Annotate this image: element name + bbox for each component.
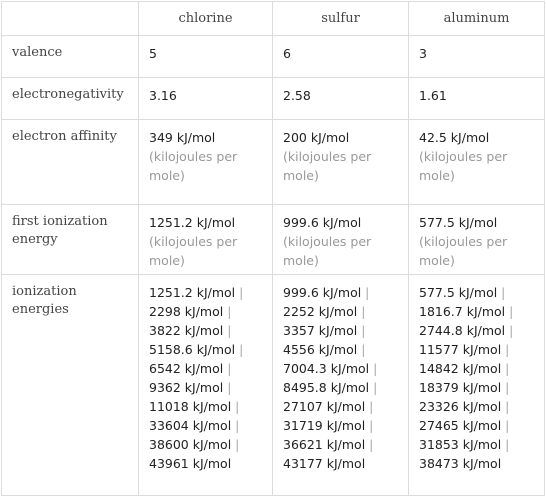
ionization-energy-value: 1251.2 kJ/mol [149, 285, 236, 300]
row-label-ionization-energies: ionization energies [2, 275, 139, 496]
separator: | [223, 323, 232, 338]
ionization-energy-value: 36621 kJ/mol [283, 437, 366, 452]
ionization-energies-chlorine [139, 275, 273, 496]
header-aluminum: aluminum [409, 2, 545, 36]
unit-text: (kilojoules per mole) [419, 149, 508, 183]
separator: | [223, 304, 232, 319]
valence-sulfur: 6 [273, 36, 409, 78]
electronegativity-aluminum: 1.61 [409, 78, 545, 120]
ionization-energy-value: 38600 kJ/mol [149, 437, 232, 452]
valence-chlorine: 5 [139, 36, 273, 78]
separator: | [357, 304, 366, 319]
value-text: 577.5 kJ/mol [419, 215, 498, 230]
ionization-energy-value: 9362 kJ/mol [149, 380, 224, 395]
value-text: 42.5 kJ/mol [419, 130, 490, 145]
electronegativity-chlorine: 3.16 [139, 78, 273, 120]
ionization-energy-value: 6542 kJ/mol [149, 361, 224, 376]
separator: | [501, 399, 510, 414]
separator: | [365, 399, 374, 414]
ionization-energy-value: 43177 kJ/mol [283, 456, 366, 471]
separator: | [231, 399, 240, 414]
first-ionization-chlorine [139, 205, 273, 275]
row-label-first-ionization-energy: first ionization energy [2, 205, 139, 275]
separator: | [231, 437, 240, 452]
table-row [2, 36, 545, 78]
value-text: 349 kJ/mol [149, 130, 216, 145]
first-ionization-aluminum [409, 205, 545, 275]
ionization-energy-value: 38473 kJ/mol [419, 456, 502, 471]
separator: | [357, 323, 366, 338]
valence-aluminum: 3 [409, 36, 545, 78]
header-chlorine: chlorine [139, 2, 273, 36]
separator: | [369, 361, 378, 376]
ionization-energy-value: 33604 kJ/mol [149, 418, 232, 433]
separator: | [501, 418, 510, 433]
separator: | [235, 342, 244, 357]
table-row [2, 120, 545, 205]
unit-text: (kilojoules per mole) [283, 234, 372, 268]
value-text: 200 kJ/mol [283, 130, 350, 145]
ionization-energy-value: 27465 kJ/mol [419, 418, 502, 433]
separator: | [235, 285, 244, 300]
ionization-energy-value: 5158.6 kJ/mol [149, 342, 236, 357]
ionization-energy-value: 43961 kJ/mol [149, 456, 232, 471]
first-ionization-sulfur [273, 205, 409, 275]
separator: | [231, 418, 240, 433]
ionization-energy-value: 27107 kJ/mol [283, 399, 366, 414]
row-label-electron-affinity: electron affinity [2, 120, 139, 205]
separator: | [223, 361, 232, 376]
unit-text: (kilojoules per mole) [149, 234, 238, 268]
separator: | [369, 380, 378, 395]
separator: | [505, 304, 514, 319]
ionization-energy-value: 2298 kJ/mol [149, 304, 224, 319]
separator: | [497, 285, 506, 300]
ionization-energy-value: 4556 kJ/mol [283, 342, 358, 357]
ionization-energies-sulfur [273, 275, 409, 496]
table-row [2, 275, 545, 496]
ionization-energies-aluminum [409, 275, 545, 496]
unit-text: (kilojoules per mole) [149, 149, 238, 183]
ionization-energy-value: 14842 kJ/mol [419, 361, 502, 376]
ionization-energy-value: 3357 kJ/mol [283, 323, 358, 338]
ionization-energy-value: 1816.7 kJ/mol [419, 304, 506, 319]
table-row [2, 205, 545, 275]
ionization-energy-value: 999.6 kJ/mol [283, 285, 362, 300]
ionization-energy-value: 31719 kJ/mol [283, 418, 366, 433]
unit-text: (kilojoules per mole) [419, 234, 508, 268]
header-empty [2, 2, 139, 36]
separator: | [501, 342, 510, 357]
ionization-energy-value: 3822 kJ/mol [149, 323, 224, 338]
ionization-energy-value: 2744.8 kJ/mol [419, 323, 506, 338]
row-label-electronegativity: electronegativity [2, 78, 139, 120]
ionization-energy-value: 11018 kJ/mol [149, 399, 232, 414]
element-properties-table [1, 1, 545, 496]
row-label-valence: valence [2, 36, 139, 78]
separator: | [501, 380, 510, 395]
electron-affinity-chlorine [139, 120, 273, 205]
electronegativity-sulfur: 2.58 [273, 78, 409, 120]
header-row [2, 2, 545, 36]
separator: | [365, 418, 374, 433]
electron-affinity-sulfur [273, 120, 409, 205]
header-sulfur: sulfur [273, 2, 409, 36]
unit-text: (kilojoules per mole) [283, 149, 372, 183]
ionization-energy-value: 23326 kJ/mol [419, 399, 502, 414]
separator: | [223, 380, 232, 395]
separator: | [505, 323, 514, 338]
value-text: 1251.2 kJ/mol [149, 215, 236, 230]
separator: | [365, 437, 374, 452]
ionization-energy-value: 577.5 kJ/mol [419, 285, 498, 300]
ionization-energy-value: 7004.3 kJ/mol [283, 361, 370, 376]
table-row [2, 78, 545, 120]
ionization-energy-value: 31853 kJ/mol [419, 437, 502, 452]
ionization-energy-value: 2252 kJ/mol [283, 304, 358, 319]
ionization-energy-value: 11577 kJ/mol [419, 342, 502, 357]
separator: | [361, 285, 370, 300]
separator: | [501, 437, 510, 452]
separator: | [501, 361, 510, 376]
separator: | [357, 342, 366, 357]
ionization-energy-value: 8495.8 kJ/mol [283, 380, 370, 395]
value-text: 999.6 kJ/mol [283, 215, 362, 230]
electron-affinity-aluminum [409, 120, 545, 205]
ionization-energy-value: 18379 kJ/mol [419, 380, 502, 395]
